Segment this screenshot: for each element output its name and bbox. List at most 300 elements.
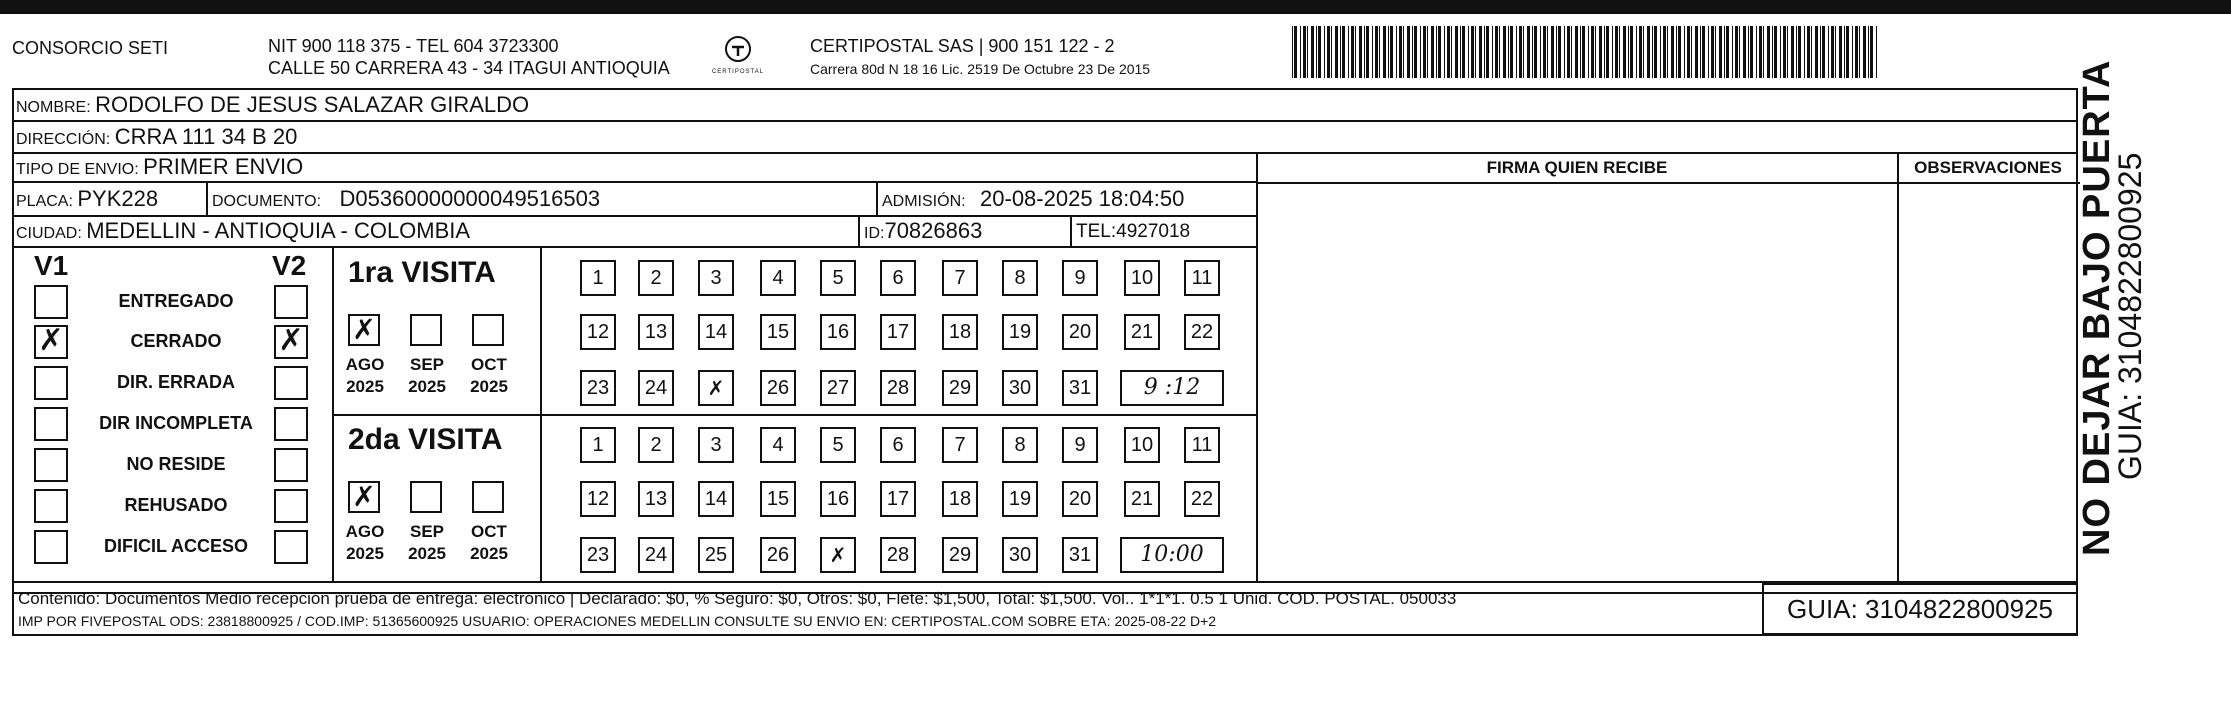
month-name: OCT [471, 355, 507, 374]
tel-label: TEL: [1076, 221, 1117, 242]
day-box[interactable]: 26 [760, 370, 796, 406]
month-name: AGO [345, 355, 385, 374]
month-label [402, 521, 452, 565]
barcode-bar [1307, 26, 1308, 78]
visit-time[interactable]: 10:00 [1120, 537, 1224, 573]
day-box[interactable]: 18 [942, 481, 978, 517]
day-box[interactable]: 12 [580, 481, 616, 517]
barcode-bar [1316, 26, 1317, 78]
barcode-bar [1366, 26, 1369, 78]
day-box[interactable]: ✗ [698, 370, 734, 406]
day-box[interactable]: 6 [880, 260, 916, 296]
barcode-bar [1759, 26, 1762, 78]
barcode-bar [1543, 26, 1546, 78]
barcode-bar [1763, 26, 1764, 78]
barcode-bar [1495, 26, 1498, 78]
day-box[interactable]: 19 [1002, 481, 1038, 517]
month-year: 2025 [346, 377, 384, 396]
col-divider [1256, 182, 1898, 184]
barcode-bar [1327, 26, 1330, 78]
day-box[interactable]: 21 [1124, 314, 1160, 350]
barcode-bar [1750, 26, 1753, 78]
day-box[interactable]: 8 [1002, 260, 1038, 296]
day-box[interactable]: 22 [1184, 481, 1220, 517]
barcode-bar [1628, 26, 1629, 78]
barcode-bar [1403, 26, 1404, 78]
barcode-bar [1724, 26, 1725, 78]
visit-time[interactable]: 9 :12 [1120, 370, 1224, 406]
day-box[interactable]: 31 [1062, 537, 1098, 573]
month-label [464, 354, 514, 398]
v2-checkbox[interactable] [274, 366, 308, 400]
col-divider [1070, 215, 1072, 248]
barcode-bar [1667, 26, 1668, 78]
day-box[interactable]: 3 [698, 427, 734, 463]
barcode-bar [1390, 26, 1393, 78]
day-box[interactable]: 14 [698, 481, 734, 517]
barcode-bar [1540, 26, 1541, 78]
barcode-bar [1726, 26, 1729, 78]
month-name: SEP [409, 355, 445, 374]
contenido-line: Contenido: Documentos Medio recepción prueba de entrega: electrónico | Declarado: $0, % Seguro: $0, Otros: $0, Flete: $1,500, Total: $1,500. Vol.. 1*1*1. 0.5 1 Unid. COD. POSTAL. 050033 [18, 589, 1457, 608]
month-label [402, 354, 452, 398]
month-year: 2025 [470, 544, 508, 563]
barcode-bar [1807, 26, 1810, 78]
barcode-bar [1420, 26, 1421, 78]
month-name: AGO [345, 522, 385, 541]
col-divider [876, 183, 878, 216]
v2-checkbox[interactable] [274, 530, 308, 564]
day-box[interactable]: 1 [580, 427, 616, 463]
barcode-bar [1831, 26, 1834, 78]
barcode-bar [1460, 26, 1461, 78]
barcode-bar [1292, 26, 1293, 78]
day-box[interactable]: 5 [820, 260, 856, 296]
day-box[interactable]: 6 [880, 427, 916, 463]
barcode-bar [1719, 26, 1722, 78]
barcode-bar [1711, 26, 1714, 78]
month-checkbox[interactable] [472, 481, 504, 513]
v2-label: V2 [272, 250, 307, 281]
barcode-bar [1318, 26, 1321, 78]
barcode-bar [1828, 26, 1829, 78]
barcode-bar [1643, 26, 1644, 78]
day-box[interactable]: 1 [580, 260, 616, 296]
address-line: CALLE 50 CARRERA 43 - 34 ITAGUI ANTIOQUIA [268, 58, 670, 78]
barcode-bar [1756, 26, 1757, 78]
status-option-label: DIFICIL ACCESO [103, 536, 248, 556]
barcode-bar [1508, 26, 1509, 78]
barcode-bar [1588, 26, 1589, 78]
documento-label: DOCUMENTO: [212, 193, 322, 210]
month-checkbox[interactable]: ✗ [348, 314, 380, 346]
day-box[interactable]: 18 [942, 314, 978, 350]
barcode-bar [1606, 26, 1609, 78]
barcode-bar [1739, 26, 1740, 78]
v2-checkbox[interactable] [274, 448, 308, 482]
barcode-bar [1484, 26, 1485, 78]
barcode-bar [1774, 26, 1777, 78]
barcode-bar [1798, 26, 1801, 78]
barcode-bar [1412, 26, 1413, 78]
barcode-bar [1300, 26, 1301, 78]
admision-row [882, 186, 1184, 212]
month-year: 2025 [408, 377, 446, 396]
barcode-bar [1748, 26, 1749, 78]
month-name: SEP [409, 522, 445, 541]
barcode-bar [1383, 26, 1386, 78]
ciudad-value: MEDELLIN - ANTIOQUIA - COLOMBIA [86, 218, 471, 243]
barcode-bar [1462, 26, 1465, 78]
barcode-bar [1519, 26, 1522, 78]
v2-checkbox[interactable]: ✗ [274, 325, 308, 359]
license-line: Carrera 80d N 18 16 Lic. 2519 De Octubre 23 De 2015 [810, 61, 1151, 77]
day-box[interactable]: 17 [880, 481, 916, 517]
direccion-label: DIRECCIÓN: [16, 131, 111, 148]
side-guia: GUIA: 3104822800925 [2112, 152, 2148, 480]
barcode-bar [1743, 26, 1746, 78]
barcode-bar [1796, 26, 1797, 78]
top-edge-bar [0, 0, 2231, 14]
barcode-bar [1499, 26, 1500, 78]
barcode-bar [1379, 26, 1380, 78]
barcode-bar [1859, 26, 1860, 78]
barcode-bar [1636, 26, 1637, 78]
status-option-label: NO RESIDE [126, 454, 226, 474]
barcode-bar [1876, 26, 1877, 78]
day-box[interactable]: 2 [638, 427, 674, 463]
tel-row [1076, 221, 1190, 243]
row-divider [12, 152, 2078, 154]
barcode-bar [1556, 26, 1557, 78]
placa-label: PLACA: [16, 193, 73, 210]
barcode-bar [1558, 26, 1561, 78]
day-box[interactable]: 22 [1184, 314, 1220, 350]
barcode-bar [1687, 26, 1690, 78]
barcode-bar [1567, 26, 1570, 78]
barcode-bar [1324, 26, 1325, 78]
barcode-bar [1364, 26, 1365, 78]
tel-value: 4927018 [1116, 221, 1191, 242]
barcode-bar [1630, 26, 1633, 78]
barcode-bar [1342, 26, 1345, 78]
day-box[interactable]: 14 [698, 314, 734, 350]
admision-value: 20-08-2025 18:04:50 [980, 186, 1185, 211]
nombre-label: NOMBRE: [16, 99, 91, 116]
barcode-bar [1815, 26, 1818, 78]
day-box[interactable]: 20 [1062, 314, 1098, 350]
barcode-bar [1479, 26, 1482, 78]
barcode-bar [1492, 26, 1493, 78]
barcode-bar [1407, 26, 1410, 78]
day-box[interactable]: 11 [1184, 427, 1220, 463]
col-divider [206, 183, 208, 216]
barcode-bar [1451, 26, 1452, 78]
direccion-value: CRRA 111 34 B 20 [114, 124, 298, 149]
day-box[interactable]: 24 [638, 370, 674, 406]
certipostal-logo [708, 34, 768, 80]
direccion-row [16, 124, 297, 150]
barcode-bar [1527, 26, 1530, 78]
footer-left-edge [12, 594, 14, 635]
barcode-bar [1311, 26, 1314, 78]
barcode-bar [1700, 26, 1701, 78]
status-option-label: DIR. ERRADA [116, 372, 235, 392]
v1-checkbox[interactable] [34, 448, 68, 482]
barcode-bar [1599, 26, 1602, 78]
day-box[interactable]: 9 [1062, 260, 1098, 296]
barcode-bar [1844, 26, 1845, 78]
admision-label: ADMISIÓN: [882, 193, 966, 210]
month-year: 2025 [346, 544, 384, 563]
v1-checkbox[interactable] [34, 366, 68, 400]
day-box[interactable]: 4 [760, 427, 796, 463]
day-box[interactable]: 20 [1062, 481, 1098, 517]
barcode-bar [1523, 26, 1524, 78]
day-box[interactable]: 2 [638, 260, 674, 296]
row-divider [12, 181, 1256, 183]
barcode-bar [1619, 26, 1620, 78]
day-box[interactable]: 7 [942, 427, 978, 463]
day-box[interactable]: 26 [760, 537, 796, 573]
tipo-row [16, 154, 303, 180]
barcode-bar [1732, 26, 1733, 78]
barcode-bar [1455, 26, 1458, 78]
barcode-bar [1414, 26, 1417, 78]
barcode-bar [1595, 26, 1596, 78]
firma-header: FIRMA QUIEN RECIBE [1486, 158, 1668, 177]
signature-area[interactable] [1260, 186, 1894, 578]
v1-checkbox[interactable] [34, 285, 68, 319]
barcode-bar [1846, 26, 1849, 78]
barcode-bar [1468, 26, 1469, 78]
barcode-bar [1427, 26, 1428, 78]
barcode-bar [1388, 26, 1389, 78]
barcode-bar [1575, 26, 1578, 78]
barcode-bar [1436, 26, 1437, 78]
barcode-bar [1783, 26, 1786, 78]
month-label [340, 521, 390, 565]
v1-checkbox[interactable] [34, 530, 68, 564]
v2-checkbox[interactable] [274, 489, 308, 523]
id-value: 70826863 [884, 218, 983, 243]
id-label: ID: [864, 225, 885, 242]
barcode-bar [1534, 26, 1537, 78]
barcode-bar [1547, 26, 1548, 78]
barcode-bar [1351, 26, 1354, 78]
barcode-bar [1615, 26, 1618, 78]
day-box[interactable]: 10 [1124, 260, 1160, 296]
day-box[interactable]: 19 [1002, 314, 1038, 350]
month-checkbox[interactable] [472, 314, 504, 346]
guia-footer: GUIA: 3104822800925 [1787, 594, 2053, 624]
barcode-bar [1348, 26, 1349, 78]
barcode-bar [1835, 26, 1836, 78]
day-box[interactable]: 29 [942, 537, 978, 573]
barcode-bar [1331, 26, 1332, 78]
day-box[interactable]: 5 [820, 427, 856, 463]
day-box[interactable]: 16 [820, 314, 856, 350]
day-box[interactable]: 27 [820, 370, 856, 406]
barcode-bar [1787, 26, 1788, 78]
barcode-bar [1551, 26, 1554, 78]
barcode-bar [1791, 26, 1794, 78]
barcode-bar [1780, 26, 1781, 78]
barcode-bar [1372, 26, 1373, 78]
day-box[interactable]: 21 [1124, 481, 1160, 517]
barcode-bar [1431, 26, 1434, 78]
month-year: 2025 [408, 544, 446, 563]
month-checkbox[interactable] [410, 481, 442, 513]
day-box[interactable]: 15 [760, 481, 796, 517]
v1-checkbox[interactable]: ✗ [34, 325, 68, 359]
month-checkbox[interactable]: ✗ [348, 481, 380, 513]
barcode-bar [1715, 26, 1716, 78]
barcode-bar [1663, 26, 1666, 78]
day-box[interactable]: 8 [1002, 427, 1038, 463]
day-box[interactable]: ✗ [820, 537, 856, 573]
visit-title: 1ra VISITA [348, 256, 496, 289]
barcode-bar [1671, 26, 1674, 78]
barcode-bar [1623, 26, 1626, 78]
barcode-bar [1591, 26, 1594, 78]
barcode-bar [1852, 26, 1853, 78]
day-box[interactable]: 7 [942, 260, 978, 296]
day-box[interactable]: 12 [580, 314, 616, 350]
barcode-bar [1612, 26, 1613, 78]
month-checkbox[interactable] [410, 314, 442, 346]
ciudad-label: CIUDAD: [16, 225, 82, 242]
day-box[interactable]: 13 [638, 314, 674, 350]
barcode-bar [1868, 26, 1869, 78]
barcode-bar [1475, 26, 1476, 78]
day-box[interactable]: 28 [880, 537, 916, 573]
v2-checkbox[interactable] [274, 285, 308, 319]
barcode-bar [1870, 26, 1873, 78]
placa-row [16, 186, 158, 212]
barcode-bar [1767, 26, 1770, 78]
day-box[interactable]: 30 [1002, 537, 1038, 573]
barcode-bar [1684, 26, 1685, 78]
v2-checkbox[interactable] [274, 407, 308, 441]
day-box[interactable]: 31 [1062, 370, 1098, 406]
barcode-bar [1654, 26, 1657, 78]
day-box[interactable]: 3 [698, 260, 734, 296]
status-option-label: CERRADO [130, 331, 222, 351]
barcode [1290, 26, 1882, 80]
barcode-bar [1294, 26, 1297, 78]
v1-checkbox[interactable] [34, 489, 68, 523]
day-box[interactable]: 23 [580, 370, 616, 406]
col-divider [1896, 182, 2080, 184]
barcode-bar [1652, 26, 1653, 78]
day-box[interactable]: 28 [880, 370, 916, 406]
day-box[interactable]: 10 [1124, 427, 1160, 463]
barcode-bar [1471, 26, 1474, 78]
ciudad-row [16, 218, 470, 244]
barcode-bar [1359, 26, 1362, 78]
barcode-bar [1695, 26, 1698, 78]
observations-area[interactable] [1901, 186, 2075, 578]
barcode-bar [1303, 26, 1306, 78]
barcode-bar [1355, 26, 1356, 78]
visit-divider [332, 414, 1256, 416]
documento-value: D05360000000049516503 [339, 186, 601, 211]
barcode-bar [1678, 26, 1681, 78]
visit-title: 2da VISITA [348, 423, 503, 456]
day-box[interactable]: 15 [760, 314, 796, 350]
barcode-bar [1660, 26, 1661, 78]
barcode-bar [1564, 26, 1565, 78]
barcode-bar [1820, 26, 1821, 78]
certipostal-line: CERTIPOSTAL SAS | 900 151 122 - 2 [810, 36, 1115, 56]
company-name: CONSORCIO SETI [12, 38, 169, 58]
barcode-bar [1335, 26, 1338, 78]
day-box[interactable]: 17 [880, 314, 916, 350]
barcode-bar [1772, 26, 1773, 78]
status-option-label: DIR INCOMPLETA [99, 413, 253, 433]
status-option-label: REHUSADO [124, 495, 228, 515]
barcode-bar [1340, 26, 1341, 78]
footer-underline [12, 634, 2078, 636]
barcode-bar [1510, 26, 1513, 78]
id-row [864, 218, 982, 244]
barcode-bar [1811, 26, 1812, 78]
v1-label: V1 [34, 250, 69, 281]
barcode-bar [1580, 26, 1581, 78]
day-box[interactable]: 29 [942, 370, 978, 406]
placa-value: PYK228 [77, 186, 159, 211]
month-label [340, 354, 390, 398]
day-box[interactable]: 9 [1062, 427, 1098, 463]
barcode-bar [1804, 26, 1805, 78]
day-box[interactable]: 11 [1184, 260, 1220, 296]
barcode-bar [1399, 26, 1402, 78]
logo-text: CERTIPOSTAL [711, 69, 765, 75]
barcode-bar [1447, 26, 1450, 78]
col-divider [1897, 152, 1899, 582]
day-box[interactable]: 30 [1002, 370, 1038, 406]
barcode-bar [1855, 26, 1858, 78]
barcode-bar [1375, 26, 1378, 78]
barcode-bar [1863, 26, 1866, 78]
barcode-bar [1396, 26, 1397, 78]
tipo-value: PRIMER ENVIO [143, 154, 304, 179]
barcode-bar [1604, 26, 1605, 78]
nombre-value: RODOLFO DE JESUS SALAZAR GIRALDO [95, 92, 530, 117]
barcode-bar [1423, 26, 1426, 78]
observaciones-header: OBSERVACIONES [1914, 158, 2062, 177]
barcode-bar [1532, 26, 1533, 78]
barcode-bar [1691, 26, 1692, 78]
row-divider [12, 120, 2078, 122]
day-box[interactable]: 25 [698, 537, 734, 573]
day-box[interactable]: 23 [580, 537, 616, 573]
day-box[interactable]: 24 [638, 537, 674, 573]
day-box[interactable]: 4 [760, 260, 796, 296]
documento-row [212, 186, 600, 212]
barcode-bar [1822, 26, 1825, 78]
barcode-bar [1486, 26, 1489, 78]
barcode-bar [1708, 26, 1709, 78]
logo-icon [723, 34, 753, 64]
barcode-bar [1571, 26, 1572, 78]
day-box[interactable]: 16 [820, 481, 856, 517]
v1-checkbox[interactable] [34, 407, 68, 441]
nit-line: NIT 900 118 375 - TEL 604 3723300 [268, 36, 559, 56]
day-box[interactable]: 13 [638, 481, 674, 517]
month-year: 2025 [470, 377, 508, 396]
